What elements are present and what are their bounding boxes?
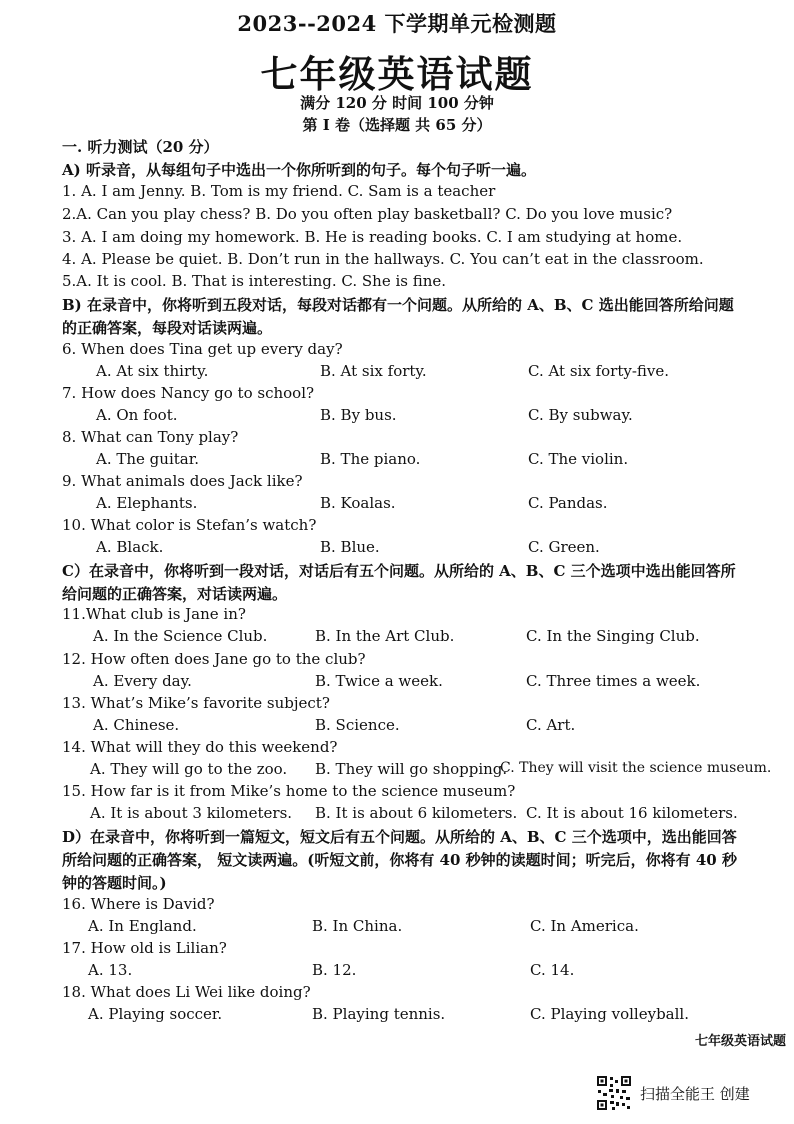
option-a: A. Every day.	[93, 672, 192, 690]
volume-label: 第 I 卷（选择题 共 65 分）	[302, 116, 492, 134]
option-b: B. By bus.	[320, 406, 397, 424]
section-heading: 一. 听力测试（20 分）	[62, 138, 219, 156]
option-c: C. Art.	[526, 716, 576, 734]
option-c: C. 14.	[530, 961, 575, 979]
option-a: A. It is about 3 kilometers.	[90, 804, 293, 822]
option-a: A. In England.	[88, 917, 197, 935]
option-b: B. The piano.	[320, 450, 421, 468]
part-d-instruction: D）在录音中，你将听到一篇短文，短文后有五个问题。从所给的 A、B、C 三个选项中，选出能回答	[62, 828, 737, 846]
part-b-instruction: B) 在录音中，你将听到五段对话，每段对话都有一个问题。从所给的 A、B、C 选出能回答所给问题	[62, 296, 734, 314]
question: 14. What will they do this weekend?	[62, 738, 338, 756]
qr-code-icon	[596, 1075, 632, 1111]
question: 16. Where is David?	[62, 895, 215, 913]
part-d-instruction: 所给问题的正确答案， 短文读两遍。(听短文前，你将有 40 秒钟的读题时间；听完后，你将有 40 秒	[62, 851, 737, 869]
exam-term: 2023--2024 下学期单元检测题	[237, 11, 557, 36]
part-d-instruction: 钟的答题时间。)	[62, 874, 167, 892]
option-a: A. In the Science Club.	[93, 627, 268, 645]
option-b: B. In China.	[312, 917, 403, 935]
option-b: B. In the Art Club.	[315, 627, 455, 645]
option-c: C. Playing volleyball.	[530, 1005, 689, 1023]
question: 18. What does Li Wei like doing?	[62, 983, 311, 1001]
question: 15. How far is it from Mike’s home to the science museum?	[62, 782, 516, 800]
question: 7. How does Nancy go to school?	[62, 384, 315, 402]
exam-title: 七年级英语试题	[260, 52, 534, 96]
option-b: B. They will go shopping.	[315, 760, 508, 778]
part-c-instruction: 给问题的正确答案，对话读两遍。	[62, 585, 288, 603]
part-c-instruction: C）在录音中，你将听到一段对话，对话后有五个问题。从所给的 A、B、C 三个选项中选出能回答所	[62, 562, 736, 580]
option-c: C. Three times a week.	[526, 672, 701, 690]
question: 8. What can Tony play?	[62, 428, 239, 446]
option-c: C. Pandas.	[528, 494, 608, 512]
question: 6. When does Tina get up every day?	[62, 340, 343, 358]
scanner-watermark: 扫描全能王 创建	[640, 1085, 750, 1103]
option-b: B. Science.	[315, 716, 400, 734]
option-b: B. Koalas.	[320, 494, 396, 512]
part-a-item: 4. A. Please be quiet. B. Don’t run in the hallways. C. You can’t eat in the classroom.	[62, 250, 704, 268]
option-c: C. The violin.	[528, 450, 629, 468]
option-c: C. It is about 16 kilometers.	[526, 804, 738, 822]
question: 12. How often does Jane go to the club?	[62, 650, 366, 668]
option-c: C. By subway.	[528, 406, 633, 424]
option-b: B. At six forty.	[320, 362, 427, 380]
option-a: A. On foot.	[96, 406, 178, 424]
option-a: A. At six thirty.	[96, 362, 209, 380]
part-a-item: 5.A. It is cool. B. That is interesting. C. She is fine.	[62, 272, 447, 290]
question: 17. How old is Lilian?	[62, 939, 227, 957]
part-a-item: 2.A. Can you play chess? B. Do you often play basketball? C. Do you love music?	[62, 205, 673, 223]
option-a: A. Chinese.	[93, 716, 180, 734]
option-a: A. Black.	[96, 538, 164, 556]
question: 11.What club is Jane in?	[62, 605, 246, 623]
question: 9. What animals does Jack like?	[62, 472, 303, 490]
score-time: 满分 120 分 时间 100 分钟	[300, 94, 494, 112]
option-a: A. The guitar.	[96, 450, 200, 468]
option-b: B. Blue.	[320, 538, 380, 556]
option-c: C. Green.	[528, 538, 600, 556]
option-a: A. They will go to the zoo.	[90, 760, 288, 778]
part-a-item: 3. A. I am doing my homework. B. He is reading books. C. I am studying at home.	[62, 228, 683, 246]
question: 10. What color is Stefan’s watch?	[62, 516, 317, 534]
part-a-item: 1. A. I am Jenny. B. Tom is my friend. C. Sam is a teacher	[62, 182, 496, 200]
option-b: B. It is about 6 kilometers.	[315, 804, 518, 822]
option-c: C. In America.	[530, 917, 639, 935]
option-b: B. Playing tennis.	[312, 1005, 446, 1023]
option-a: A. Elephants.	[96, 494, 198, 512]
footer-page-title: 七年级英语试题	[694, 1034, 786, 1049]
part-a-instruction: A) 听录音，从每组句子中选出一个你所听到的句子。每个句子听一遍。	[62, 161, 536, 179]
part-b-instruction: 的正确答案，每段对话读两遍。	[62, 319, 273, 337]
option-a: A. 13.	[88, 961, 133, 979]
option-c: C. At six forty-five.	[528, 362, 670, 380]
option-c: C. In the Singing Club.	[526, 627, 700, 645]
option-a: A. Playing soccer.	[88, 1005, 223, 1023]
option-c: C. They will visit the science museum.	[500, 760, 772, 776]
option-b: B. 12.	[312, 961, 357, 979]
question: 13. What’s Mike’s favorite subject?	[62, 694, 330, 712]
option-b: B. Twice a week.	[315, 672, 443, 690]
